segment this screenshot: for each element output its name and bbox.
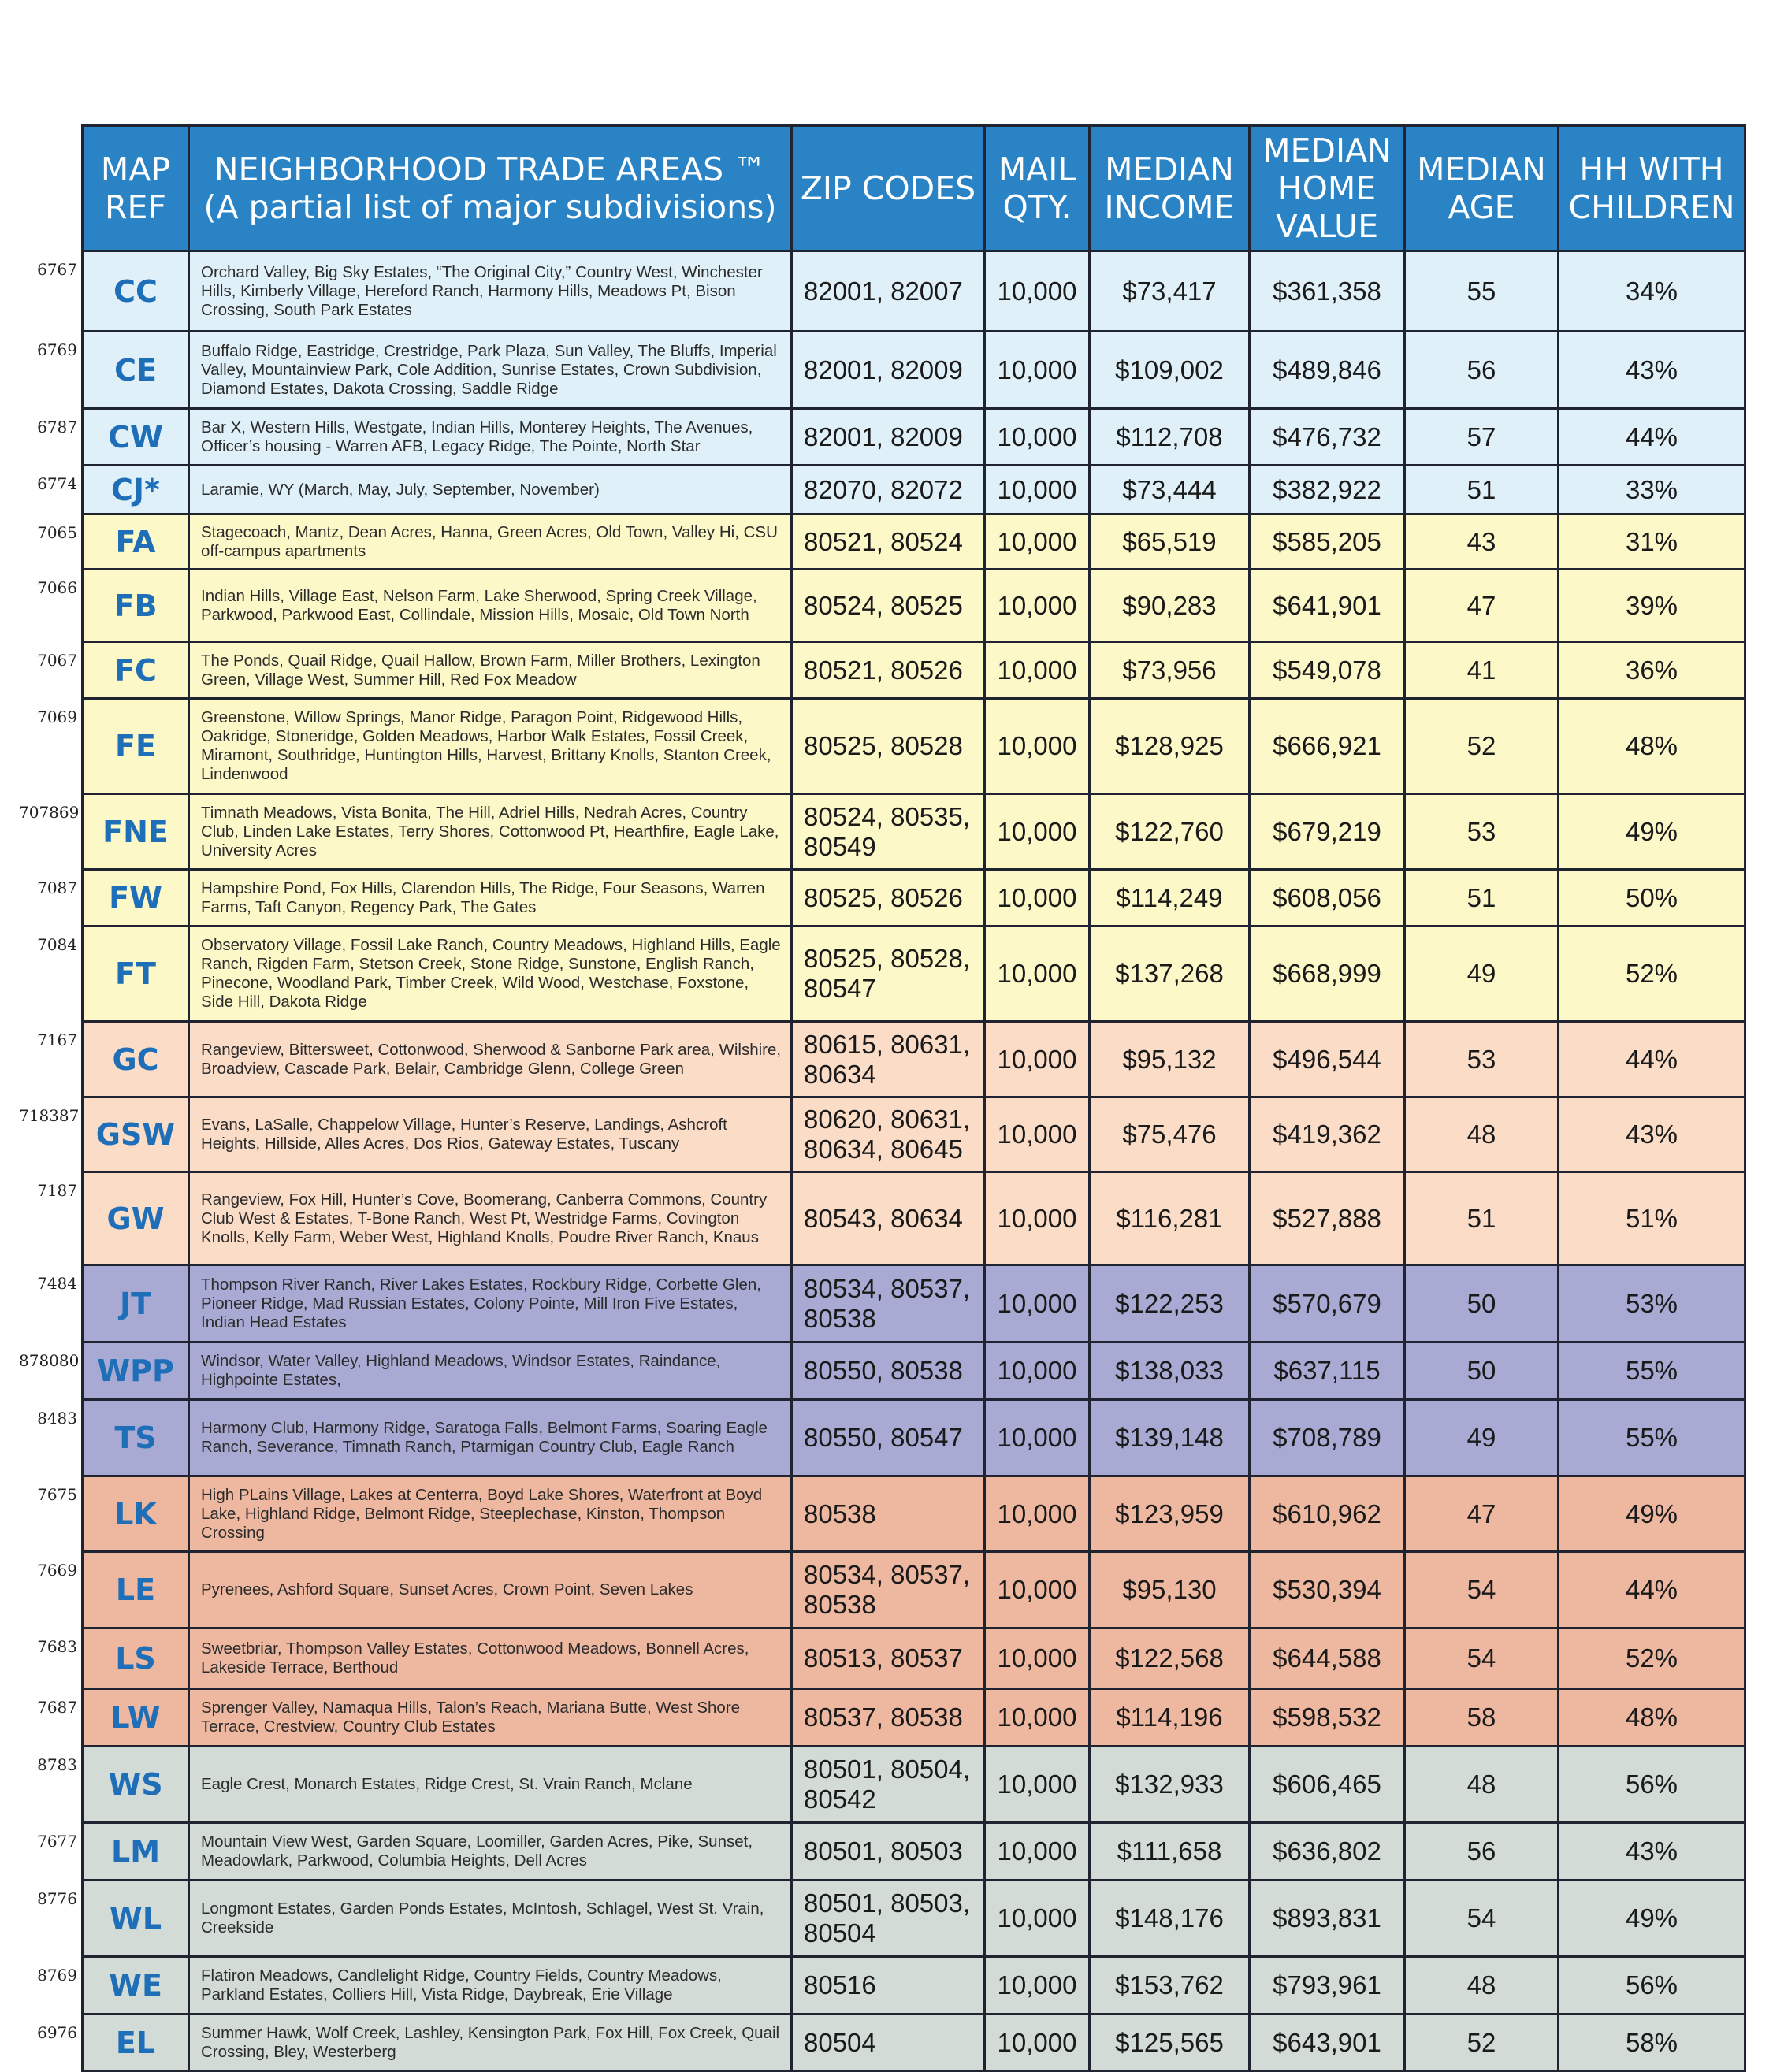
table-row	[83, 794, 1745, 870]
header-trade-areas	[189, 126, 792, 251]
hh-with-children-cell: 36%	[1559, 642, 1745, 699]
median-income-cell: $75,476	[1090, 1097, 1250, 1172]
trade-areas-cell: Evans, LaSalle, Chappelow Village, Hunter’s Reserve, Landings, Ashcroft Heights, Hillside, Alles Acres, Dos Rios, Gateway Estates, Tuscany	[189, 1097, 792, 1172]
map-ref-cell	[19, 794, 189, 870]
trade-areas-cell: Hampshire Pond, Fox Hills, Clarendon Hills, The Ridge, Four Seasons, Warren Farms, Taft Canyon, Regency Park, The Gates	[189, 870, 792, 926]
median-age-cell: 41	[1405, 642, 1559, 699]
header-hh-with-children: HH WITH CHILDREN	[1559, 126, 1745, 251]
side-code: 7687	[37, 1698, 77, 1717]
trade-areas-cell: Stagecoach, Mantz, Dean Acres, Hanna, Green Acres, Old Town, Valley Hi, CSU off-campus apartments	[189, 514, 792, 570]
trade-areas-cell: Greenstone, Willow Springs, Manor Ridge, Paragon Point, Ridgewood Hills, Oakridge, Stoneridge, Golden Meadows, Harbor Walk Estates, Fossil Creek, Miramont, Southridge, Huntington Hills, Harvest, Brittany Knolls, Stanton Creek, Lindenwood	[189, 699, 792, 794]
median-age-cell: 58	[1405, 1689, 1559, 1747]
hh-with-children-cell: 31%	[1559, 514, 1745, 570]
map-ref-label: CC	[113, 273, 158, 309]
table-row	[83, 1628, 1745, 1689]
median-age-cell: 48	[1405, 1957, 1559, 2014]
map-ref-label: CJ*	[111, 472, 160, 507]
mail-qty-cell: 10,000	[985, 1342, 1090, 1400]
median-age-cell: 50	[1405, 1342, 1559, 1400]
table-row	[83, 870, 1745, 926]
zip-codes-cell: 82001, 82009	[792, 332, 985, 409]
median-home-value-cell: $527,888	[1250, 1172, 1405, 1265]
mail-qty-cell: 10,000	[985, 926, 1090, 1022]
side-code: 7484	[37, 1274, 77, 1293]
zip-codes-cell: 80534, 80537, 80538	[792, 1552, 985, 1628]
table-row	[83, 1265, 1745, 1342]
median-age-cell: 56	[1405, 332, 1559, 409]
median-home-value-cell: $641,901	[1250, 570, 1405, 642]
mail-qty-cell: 10,000	[985, 1957, 1090, 2014]
median-income-cell: $114,196	[1090, 1689, 1250, 1747]
median-age-cell: 48	[1405, 1747, 1559, 1823]
side-code: 7669	[37, 1561, 77, 1580]
trade-areas-cell: Bar X, Western Hills, Westgate, Indian Hills, Monterey Heights, The Avenues, Officer’s housing - Warren AFB, Legacy Ridge, The Pointe, North Star	[189, 409, 792, 466]
median-income-cell: $73,444	[1090, 466, 1250, 514]
table-header	[83, 126, 1745, 251]
header-trade-areas-title: NEIGHBORHOOD TRADE AREAS ™	[214, 150, 767, 188]
side-code: 7187	[37, 1181, 77, 1200]
header-median-home-value: MEDIAN HOME VALUE	[1250, 126, 1405, 251]
trade-areas-cell: Rangeview, Bittersweet, Cottonwood, Sherwood & Sanborne Park area, Wilshire, Broadview, Cascade Park, Belair, Cambridge Glenn, College Green	[189, 1022, 792, 1097]
median-income-cell: $122,760	[1090, 794, 1250, 870]
median-age-cell: 54	[1405, 1628, 1559, 1689]
side-code: 7084	[37, 935, 77, 954]
mail-qty-cell: 10,000	[985, 1689, 1090, 1747]
median-home-value-cell: $585,205	[1250, 514, 1405, 570]
hh-with-children-cell: 48%	[1559, 1689, 1745, 1747]
table-row	[83, 251, 1745, 332]
zip-codes-cell: 80521, 80526	[792, 642, 985, 699]
header-median-age: MEDIAN AGE	[1405, 126, 1559, 251]
median-home-value-cell: $636,802	[1250, 1823, 1405, 1881]
map-ref-cell	[37, 1957, 189, 2014]
hh-with-children-cell: 44%	[1559, 409, 1745, 466]
map-ref-label: GSW	[95, 1117, 176, 1152]
map-ref-cell	[37, 332, 189, 409]
table-row	[83, 926, 1745, 1022]
map-ref-label: GC	[112, 1042, 159, 1077]
table-row	[83, 1881, 1745, 1957]
map-ref-cell	[37, 1172, 189, 1265]
side-code: 7677	[37, 1832, 77, 1851]
side-code: 7069	[37, 707, 77, 726]
zip-codes-cell: 80501, 80503, 80504	[792, 1881, 985, 1957]
map-ref-cell	[19, 1097, 189, 1172]
map-ref-label: LW	[110, 1700, 161, 1735]
trade-areas-cell: Laramie, WY (March, May, July, September, November)	[189, 466, 792, 514]
zip-codes-cell: 80543, 80634	[792, 1172, 985, 1265]
table-row	[83, 514, 1745, 570]
mail-qty-cell: 10,000	[985, 870, 1090, 926]
map-ref-cell	[37, 466, 189, 514]
trade-areas-cell: Observatory Village, Fossil Lake Ranch, Country Meadows, Highland Hills, Eagle Ranch, Rigden Farm, Stetson Creek, Stone Ridge, Sunstone, English Ranch, Pinecone, Woodland Park, Timber Creek, Wild Wood, Westchase, Foxstone, Side Hill, Dakota Ridge	[189, 926, 792, 1022]
map-ref-cell	[37, 926, 189, 1022]
trade-areas-cell: Buffalo Ridge, Eastridge, Crestridge, Park Plaza, Sun Valley, The Bluffs, Imperial Valley, Mountainview Park, Cole Addition, Sunrise Estates, Crown Subdivision, Diamond Estates, Dakota Crossing, Saddle Ridge	[189, 332, 792, 409]
median-income-cell: $109,002	[1090, 332, 1250, 409]
zip-codes-cell: 80501, 80504, 80542	[792, 1747, 985, 1823]
median-home-value-cell: $530,394	[1250, 1552, 1405, 1628]
median-age-cell: 55	[1405, 251, 1559, 332]
map-ref-cell	[37, 1628, 189, 1689]
trade-areas-table	[19, 124, 1746, 2072]
zip-codes-cell: 80513, 80537	[792, 1628, 985, 1689]
side-code: 7066	[37, 578, 77, 597]
hh-with-children-cell: 56%	[1559, 1747, 1745, 1823]
map-ref-cell	[37, 2014, 189, 2071]
side-code: 7087	[37, 878, 77, 897]
median-age-cell: 51	[1405, 466, 1559, 514]
side-code: 707869	[19, 803, 80, 822]
map-ref-cell	[37, 409, 189, 466]
median-income-cell: $73,956	[1090, 642, 1250, 699]
mail-qty-cell: 10,000	[985, 251, 1090, 332]
map-ref-cell	[37, 1400, 189, 1476]
median-income-cell: $111,658	[1090, 1823, 1250, 1881]
side-code: 6787	[37, 418, 77, 436]
map-ref-label: LM	[110, 1834, 161, 1869]
side-code: 7675	[37, 1485, 77, 1504]
table-row	[83, 1552, 1745, 1628]
side-code: 7067	[37, 651, 77, 670]
median-home-value-cell: $893,831	[1250, 1881, 1405, 1957]
side-code: 6774	[37, 474, 77, 493]
zip-codes-cell: 80524, 80525	[792, 570, 985, 642]
median-income-cell: $95,130	[1090, 1552, 1250, 1628]
median-age-cell: 49	[1405, 926, 1559, 1022]
map-ref-label: LK	[114, 1496, 157, 1532]
map-ref-cell	[37, 570, 189, 642]
trade-areas-cell: Timnath Meadows, Vista Bonita, The Hill, Adriel Hills, Nedrah Acres, Country Club, Linden Lake Estates, Terry Shores, Cottonwood Pt, Hearthfire, Eagle Lake, University Acres	[189, 794, 792, 870]
map-ref-label: FT	[115, 956, 156, 991]
zip-codes-cell: 80525, 80526	[792, 870, 985, 926]
trade-areas-cell: Indian Hills, Village East, Nelson Farm, Lake Sherwood, Spring Creek Village, Parkwood, Parkwood East, Collindale, Mission Hills, Mosaic, Old Town North	[189, 570, 792, 642]
side-code: 8783	[37, 1755, 77, 1774]
median-age-cell: 49	[1405, 1400, 1559, 1476]
map-ref-label: JT	[119, 1286, 152, 1321]
median-age-cell: 57	[1405, 409, 1559, 466]
map-ref-cell	[37, 1476, 189, 1552]
median-age-cell: 48	[1405, 1097, 1559, 1172]
mail-qty-cell: 10,000	[985, 570, 1090, 642]
trade-areas-cell: Harmony Club, Harmony Ridge, Saratoga Falls, Belmont Farms, Soaring Eagle Ranch, Severance, Timnath Ranch, Ptarmigan Country Club, Eagle Ranch	[189, 1400, 792, 1476]
mail-qty-cell: 10,000	[985, 699, 1090, 794]
hh-with-children-cell: 52%	[1559, 926, 1745, 1022]
table-body	[19, 251, 1745, 2071]
table-row	[83, 1172, 1745, 1265]
table-row	[83, 2014, 1745, 2071]
hh-with-children-cell: 51%	[1559, 1172, 1745, 1265]
zip-codes-cell: 80521, 80524	[792, 514, 985, 570]
median-income-cell: $116,281	[1090, 1172, 1250, 1265]
median-home-value-cell: $549,078	[1250, 642, 1405, 699]
map-ref-cell	[37, 1552, 189, 1628]
hh-with-children-cell: 58%	[1559, 2014, 1745, 2071]
median-income-cell: $148,176	[1090, 1881, 1250, 1957]
median-income-cell: $137,268	[1090, 926, 1250, 1022]
side-code: 8769	[37, 1966, 77, 1985]
hh-with-children-cell: 43%	[1559, 1823, 1745, 1881]
header-trade-areas-subtitle: (A partial list of major subdivisions)	[203, 188, 777, 226]
map-ref-label: WS	[108, 1767, 163, 1802]
hh-with-children-cell: 53%	[1559, 1265, 1745, 1342]
header-median-income: MEDIAN INCOME	[1090, 126, 1250, 251]
side-code: 6769	[37, 340, 77, 359]
median-home-value-cell: $679,219	[1250, 794, 1405, 870]
map-ref-label: FC	[114, 652, 157, 688]
zip-codes-cell: 80534, 80537, 80538	[792, 1265, 985, 1342]
zip-codes-cell: 80550, 80547	[792, 1400, 985, 1476]
table-row	[83, 332, 1745, 409]
median-home-value-cell: $361,358	[1250, 251, 1405, 332]
median-home-value-cell: $610,962	[1250, 1476, 1405, 1552]
median-income-cell: $122,253	[1090, 1265, 1250, 1342]
median-age-cell: 56	[1405, 1823, 1559, 1881]
hh-with-children-cell: 49%	[1559, 1881, 1745, 1957]
mail-qty-cell: 10,000	[985, 1823, 1090, 1881]
map-ref-label: FA	[115, 524, 156, 559]
median-age-cell: 43	[1405, 514, 1559, 570]
mail-qty-cell: 10,000	[985, 1265, 1090, 1342]
trade-areas-cell: The Ponds, Quail Ridge, Quail Hallow, Brown Farm, Miller Brothers, Lexington Green, Village West, Summer Hill, Red Fox Meadow	[189, 642, 792, 699]
median-income-cell: $90,283	[1090, 570, 1250, 642]
mail-qty-cell: 10,000	[985, 1172, 1090, 1265]
zip-codes-cell: 80525, 80528, 80547	[792, 926, 985, 1022]
hh-with-children-cell: 39%	[1559, 570, 1745, 642]
median-home-value-cell: $496,544	[1250, 1022, 1405, 1097]
trade-areas-cell: Summer Hawk, Wolf Creek, Lashley, Kensington Park, Fox Hill, Fox Creek, Quail Crossing, Bley, Westerberg	[189, 2014, 792, 2071]
trade-areas-cell: Mountain View West, Garden Square, Loomiller, Garden Acres, Pike, Sunset, Meadowlark, Parkwood, Columbia Heights, Dell Acres	[189, 1823, 792, 1881]
zip-codes-cell: 80615, 80631, 80634	[792, 1022, 985, 1097]
hh-with-children-cell: 43%	[1559, 1097, 1745, 1172]
map-ref-cell	[37, 1823, 189, 1881]
table-row	[83, 1689, 1745, 1747]
median-income-cell: $65,519	[1090, 514, 1250, 570]
table-row	[83, 1747, 1745, 1823]
trade-areas-cell: Eagle Crest, Monarch Estates, Ridge Crest, St. Vrain Ranch, Mclane	[189, 1747, 792, 1823]
hh-with-children-cell: 34%	[1559, 251, 1745, 332]
map-ref-cell	[37, 1881, 189, 1957]
side-code: 7167	[37, 1030, 77, 1049]
hh-with-children-cell: 48%	[1559, 699, 1745, 794]
median-age-cell: 47	[1405, 570, 1559, 642]
trade-areas-cell: Pyrenees, Ashford Square, Sunset Acres, Crown Point, Seven Lakes	[189, 1552, 792, 1628]
mail-qty-cell: 10,000	[985, 1628, 1090, 1689]
mail-qty-cell: 10,000	[985, 466, 1090, 514]
zip-codes-cell: 82070, 82072	[792, 466, 985, 514]
median-age-cell: 47	[1405, 1476, 1559, 1552]
table-row	[83, 1342, 1745, 1400]
mail-qty-cell: 10,000	[985, 1552, 1090, 1628]
header-map-ref: MAP REF	[83, 126, 189, 251]
zip-codes-cell: 80537, 80538	[792, 1689, 985, 1747]
side-code: 7683	[37, 1637, 77, 1656]
side-code: 718387	[19, 1106, 80, 1125]
median-age-cell: 52	[1405, 2014, 1559, 2071]
trade-areas-cell: Longmont Estates, Garden Ponds Estates, McIntosh, Schlagel, West St. Vrain, Creekside	[189, 1881, 792, 1957]
map-ref-label: WPP	[97, 1353, 174, 1388]
table-row	[83, 466, 1745, 514]
median-income-cell: $128,925	[1090, 699, 1250, 794]
trade-areas-cell: Rangeview, Fox Hill, Hunter’s Cove, Boomerang, Canberra Commons, Country Club West & Estates, T-Bone Ranch, West Pt, Westridge Farms, Covington Knolls, Kelly Farm, Weber West, Highland Knolls, Poudre River Ranch, Knaus	[189, 1172, 792, 1265]
median-home-value-cell: $489,846	[1250, 332, 1405, 409]
hh-with-children-cell: 49%	[1559, 1476, 1745, 1552]
header-zip-codes: ZIP CODES	[792, 126, 985, 251]
map-ref-label: FB	[113, 588, 158, 623]
table-row	[83, 1476, 1745, 1552]
trade-areas-cell: Windsor, Water Valley, Highland Meadows, Windsor Estates, Raindance, Highpointe Estates,	[189, 1342, 792, 1400]
map-ref-label: LS	[115, 1641, 156, 1676]
median-home-value-cell: $644,588	[1250, 1628, 1405, 1689]
median-home-value-cell: $643,901	[1250, 2014, 1405, 2071]
map-ref-label: CW	[108, 419, 163, 455]
mail-qty-cell: 10,000	[985, 409, 1090, 466]
median-income-cell: $139,148	[1090, 1400, 1250, 1476]
hh-with-children-cell: 52%	[1559, 1628, 1745, 1689]
mail-qty-cell: 10,000	[985, 1881, 1090, 1957]
table-row	[83, 1022, 1745, 1097]
side-code: 7065	[37, 523, 77, 542]
side-code: 6767	[37, 260, 77, 279]
trade-areas-cell: Sweetbriar, Thompson Valley Estates, Cottonwood Meadows, Bonnell Acres, Lakeside Terrace, Berthoud	[189, 1628, 792, 1689]
header-mail-qty: MAIL QTY.	[985, 126, 1090, 251]
map-ref-cell	[37, 251, 189, 332]
map-ref-label: FE	[115, 729, 156, 763]
trade-areas-cell: Orchard Valley, Big Sky Estates, “The Original City,” Country West, Winchester Hills, Kimberly Village, Hereford Ranch, Harmony Hills, Meadows Pt, Bison Crossing, South Park Estates	[189, 251, 792, 332]
map-ref-cell	[37, 1747, 189, 1823]
zip-codes-cell: 82001, 82007	[792, 251, 985, 332]
map-ref-label: FW	[109, 880, 162, 915]
median-age-cell: 54	[1405, 1881, 1559, 1957]
median-income-cell: $153,762	[1090, 1957, 1250, 2014]
side-code: 6976	[37, 2023, 77, 2042]
median-home-value-cell: $708,789	[1250, 1400, 1405, 1476]
mail-qty-cell: 10,000	[985, 642, 1090, 699]
map-ref-cell	[37, 699, 189, 794]
median-income-cell: $138,033	[1090, 1342, 1250, 1400]
trade-areas-cell: Sprenger Valley, Namaqua Hills, Talon’s Reach, Mariana Butte, West Shore Terrace, Crestview, Country Club Estates	[189, 1689, 792, 1747]
hh-with-children-cell: 50%	[1559, 870, 1745, 926]
map-ref-label: WL	[109, 1901, 162, 1936]
table-row	[83, 570, 1745, 642]
median-income-cell: $132,933	[1090, 1747, 1250, 1823]
median-income-cell: $125,565	[1090, 2014, 1250, 2071]
median-home-value-cell: $606,465	[1250, 1747, 1405, 1823]
hh-with-children-cell: 56%	[1559, 1957, 1745, 2014]
map-ref-cell	[37, 1022, 189, 1097]
table-row	[83, 699, 1745, 794]
table-row	[83, 642, 1745, 699]
hh-with-children-cell: 33%	[1559, 466, 1745, 514]
median-home-value-cell: $570,679	[1250, 1265, 1405, 1342]
side-code: 8483	[37, 1409, 77, 1428]
trade-areas-cell: Thompson River Ranch, River Lakes Estates, Rockbury Ridge, Corbette Glen, Pioneer Ridge, Mad Russian Estates, Colony Pointe, Mill Iron Five Estates, Indian Head Estates	[189, 1265, 792, 1342]
mail-qty-cell: 10,000	[985, 1747, 1090, 1823]
median-income-cell: $73,417	[1090, 251, 1250, 332]
map-ref-cell	[37, 1265, 189, 1342]
side-code: 8776	[37, 1889, 77, 1908]
mail-qty-cell: 10,000	[985, 1476, 1090, 1552]
map-ref-label: FNE	[102, 814, 169, 849]
mail-qty-cell: 10,000	[985, 2014, 1090, 2071]
median-age-cell: 51	[1405, 870, 1559, 926]
median-home-value-cell: $666,921	[1250, 699, 1405, 794]
map-ref-cell	[37, 1689, 189, 1747]
median-income-cell: $112,708	[1090, 409, 1250, 466]
median-income-cell: $114,249	[1090, 870, 1250, 926]
zip-codes-cell: 80550, 80538	[792, 1342, 985, 1400]
hh-with-children-cell: 44%	[1559, 1022, 1745, 1097]
median-home-value-cell: $476,732	[1250, 409, 1405, 466]
median-home-value-cell: $419,362	[1250, 1097, 1405, 1172]
zip-codes-cell: 80538	[792, 1476, 985, 1552]
mail-qty-cell: 10,000	[985, 794, 1090, 870]
median-age-cell: 53	[1405, 1022, 1559, 1097]
median-age-cell: 50	[1405, 1265, 1559, 1342]
table-row	[83, 1400, 1745, 1476]
hh-with-children-cell: 55%	[1559, 1400, 1745, 1476]
median-home-value-cell: $793,961	[1250, 1957, 1405, 2014]
zip-codes-cell: 80516	[792, 1957, 985, 2014]
zip-codes-cell: 80501, 80503	[792, 1823, 985, 1881]
map-ref-cell	[37, 870, 189, 926]
median-income-cell: $95,132	[1090, 1022, 1250, 1097]
hh-with-children-cell: 55%	[1559, 1342, 1745, 1400]
mail-qty-cell: 10,000	[985, 1097, 1090, 1172]
median-age-cell: 53	[1405, 794, 1559, 870]
zip-codes-cell: 80620, 80631, 80634, 80645	[792, 1097, 985, 1172]
side-code: 878080	[19, 1351, 80, 1370]
map-ref-cell	[37, 642, 189, 699]
table-row	[83, 409, 1745, 466]
zip-codes-cell: 80504	[792, 2014, 985, 2071]
hh-with-children-cell: 44%	[1559, 1552, 1745, 1628]
median-home-value-cell: $598,532	[1250, 1689, 1405, 1747]
zip-codes-cell: 80524, 80535, 80549	[792, 794, 985, 870]
mail-qty-cell: 10,000	[985, 1400, 1090, 1476]
hh-with-children-cell: 49%	[1559, 794, 1745, 870]
table-row	[83, 1957, 1745, 2014]
median-income-cell: $122,568	[1090, 1628, 1250, 1689]
mail-qty-cell: 10,000	[985, 514, 1090, 570]
trade-areas-cell: High PLains Village, Lakes at Centerra, Boyd Lake Shores, Waterfront at Boyd Lake, Highland Ridge, Belmont Ridge, Steeplechase, Kinston, Thompson Crossing	[189, 1476, 792, 1552]
median-home-value-cell: $668,999	[1250, 926, 1405, 1022]
median-income-cell: $123,959	[1090, 1476, 1250, 1552]
map-ref-label: GW	[106, 1201, 165, 1236]
zip-codes-cell: 82001, 82009	[792, 409, 985, 466]
mail-qty-cell: 10,000	[985, 332, 1090, 409]
median-age-cell: 51	[1405, 1172, 1559, 1265]
median-age-cell: 54	[1405, 1552, 1559, 1628]
hh-with-children-cell: 43%	[1559, 332, 1745, 409]
mail-qty-cell: 10,000	[985, 1022, 1090, 1097]
map-ref-label: EL	[115, 2025, 156, 2060]
map-ref-label: LE	[115, 1573, 156, 1607]
map-ref-cell	[37, 514, 189, 570]
median-home-value-cell: $637,115	[1250, 1342, 1405, 1400]
median-home-value-cell: $382,922	[1250, 466, 1405, 514]
map-ref-label: TS	[114, 1420, 157, 1455]
map-ref-label: CE	[114, 352, 157, 388]
median-age-cell: 52	[1405, 699, 1559, 794]
median-home-value-cell: $608,056	[1250, 870, 1405, 926]
table-row	[83, 1823, 1745, 1881]
table-row	[83, 1097, 1745, 1172]
zip-codes-cell: 80525, 80528	[792, 699, 985, 794]
trade-areas-cell: Flatiron Meadows, Candlelight Ridge, Country Fields, Country Meadows, Parkland Estates, Colliers Hill, Vista Ridge, Daybreak, Erie Village	[189, 1957, 792, 2014]
map-ref-cell	[19, 1342, 189, 1400]
map-ref-label: WE	[109, 1968, 162, 2003]
